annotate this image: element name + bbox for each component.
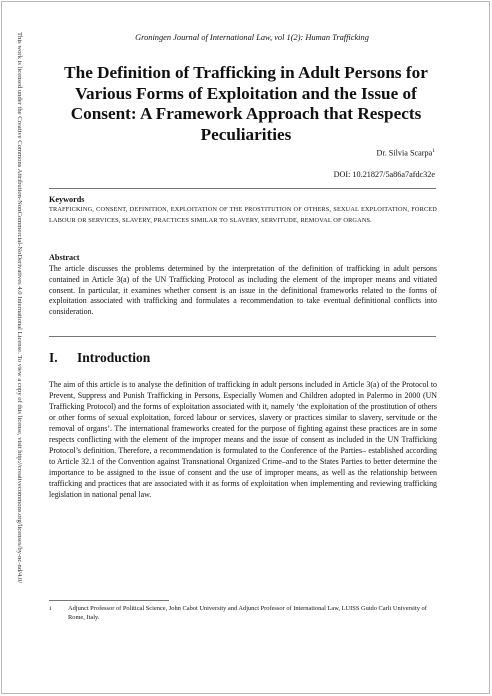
section-number: I. [49, 350, 58, 365]
paper-title: The Definition of Trafficking in Adult Persons for Various Forms of Exploitation and the Issue of Consent: A Framework Approach that Respects Peculiarities [64, 63, 428, 144]
section-heading [49, 350, 150, 366]
doi: DOI: 10.21827/5a86a7afdc32e [333, 170, 435, 179]
author-line [252, 148, 435, 158]
author-footnote-mark[interactable]: 1 [432, 148, 435, 154]
journal-header: Groningen Journal of International Law, vol 1(2): Human Trafficking [135, 33, 369, 42]
footnote-text: Adjunct Professor of Political Science, John Cabot University and Adjunct Professor of International Law, LUISS Guido Carli University of Rome, Italy. [68, 605, 427, 621]
abstract-text: The article discusses the problems determined by the interpretation of the definition of trafficking in adult persons contained in Article 3(a) of the UN Trafficking Protocol as including the element of the improper means and vitiated consent. In particular, it examines whether consent is an issue in the definitional frameworks related to the forms of exploitation associated with trafficking and formulates a recommendation to take eventual definitional conflicts into consideration. [49, 264, 437, 317]
section-title: Introduction [77, 350, 151, 365]
license-text: This work is licensed under the Creative Commons Attribution-NonCommercial-NoDerivatives 4.0 International License. To view a copy of this license, visit http://creativecommons.org/licenses/by-nc-nd/4.0/ [16, 32, 23, 584]
divider-top [49, 188, 436, 189]
footnote-divider [49, 600, 169, 601]
divider-bottom [49, 336, 436, 337]
body-paragraph: The aim of this article is to analyse the definition of trafficking in adult persons included in Article 3(a) of the Protocol to Prevent, Suppress and Punish Trafficking in Persons, Especially Women and Children adopted in Palermo in 2000 (UN Trafficking Protocol) and the forms of exploitation associated with it, namely ‘the exploitation of the prostitution of others or other forms of sexual exploitation, forced labour or services, slavery or practices similar to slavery, servitude or the removal of organs’. The international frameworks created for the purpose of fighting against these practices are in some respects conflicting with the element of the improper means and the issue of consent as included in the UN Trafficking Protocol’s definition. Therefore, a recommendation is formulated to the Conference of the Parties– established according to Article 32.1 of the Convention against Transnational Organized Crime–and to the States Parties to better determine the importance to be assigned to the issue of consent and the use of improper means, as well as the relationship between trafficking and practices that are associated with it as forms of exploitation when implementing and reviewing trafficking legislation in national penal law. [49, 380, 437, 499]
author-name: Dr. Silvia Scarpa [376, 148, 433, 158]
paper-page [1, 1, 490, 694]
footnote-mark: 1 [49, 606, 52, 612]
keywords-heading: Keywords [49, 195, 85, 204]
keywords-text: TRAFFICKING, CONSENT, DEFINITION, EXPLOITATION OF THE PROSTITUTION OF OTHERS, SEXUAL EXPLOITATION, FORCED LABOUR OR SERVICES, SLAVERY, PRACTICES SIMILAR TO SLAVERY, SERVITUDE, REMOVAL OF ORGANS. [49, 206, 437, 224]
footnote [49, 605, 437, 622]
license-sidebar [11, 32, 23, 672]
abstract-heading: Abstract [49, 253, 80, 262]
